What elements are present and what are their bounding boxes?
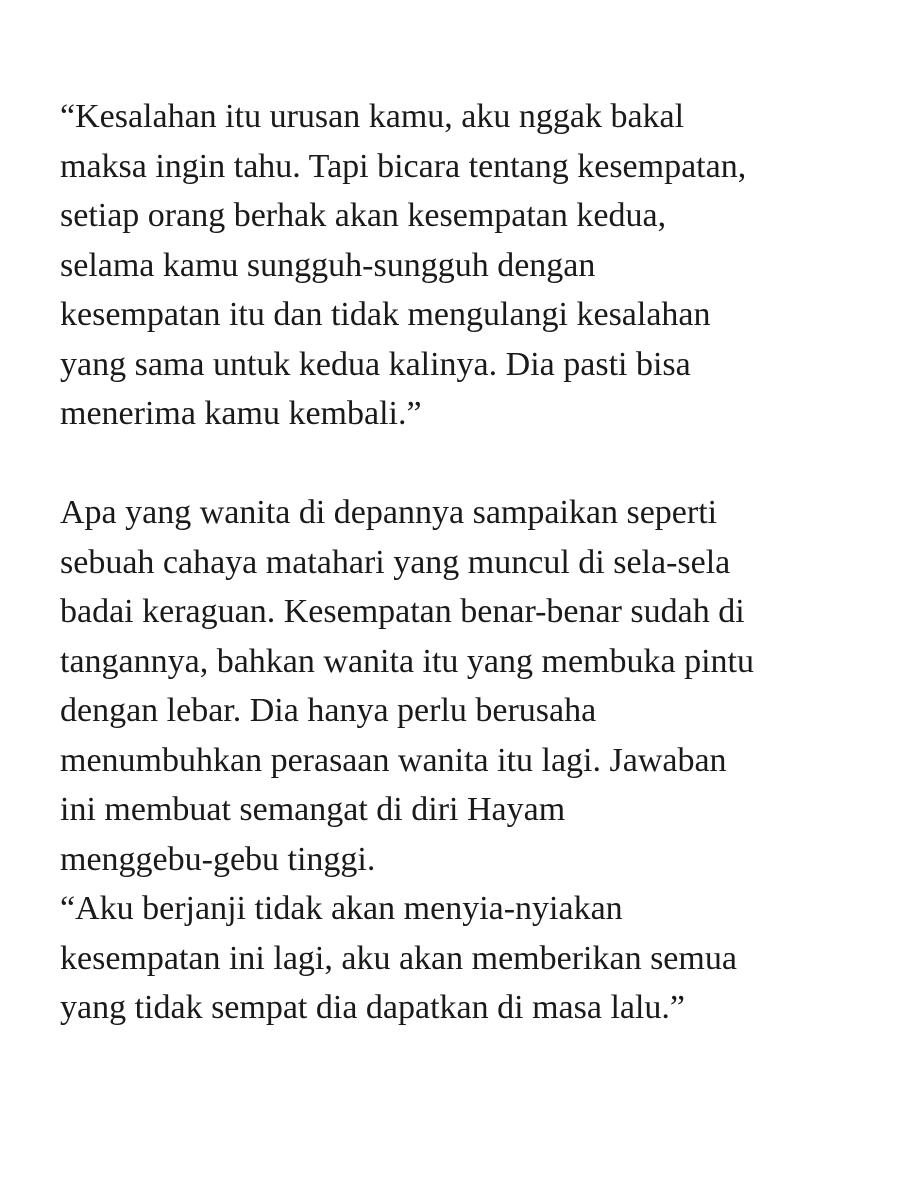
text-line: yang sama untuk kedua kalinya. Dia pasti bisa [60, 345, 691, 383]
text-line: setiap orang berhak akan kesempatan kedua, [60, 197, 667, 234]
text-line: badai keraguan. Kesempatan benar-benar sudah di [60, 593, 745, 630]
paragraph-spacer [60, 439, 900, 489]
text-line: “Aku berjanji tidak akan menyia-nyiakan [60, 890, 623, 927]
text-line: yang tidak sempat dia dapatkan di masa lalu.” [60, 989, 686, 1026]
text-line: kesempatan itu dan tidak mengulangi kesalahan [60, 296, 711, 333]
document-page [60, 92, 900, 1033]
text-line: menerima kamu kembali.” [60, 395, 422, 432]
text-line: “Kesalahan itu urusan kamu, aku nggak bakal [60, 98, 685, 135]
text-line: menggebu-gebu tinggi. [60, 840, 376, 878]
paragraph-quote-janji [60, 884, 900, 1033]
text-line: maksa ingin tahu. Tapi bicara tentang kesempatan, [60, 147, 747, 185]
text-line: Apa yang wanita di depannya sampaikan seperti [60, 494, 718, 531]
text-line: dengan lebar. Dia hanya perlu berusaha [60, 692, 597, 729]
text-line: ini membuat semangat di diri Hayam [60, 791, 566, 828]
text-line: kesempatan ini lagi, aku akan memberikan semua [60, 939, 737, 977]
text-line: menumbuhkan perasaan wanita itu lagi. Jawaban [60, 741, 727, 779]
paragraph-narration [60, 488, 900, 884]
text-line: sebuah cahaya matahari yang muncul di sela-sela [60, 543, 731, 581]
text-line: selama kamu sungguh-sungguh dengan [60, 246, 596, 284]
text-line: tangannya, bahkan wanita itu yang membuka pintu [60, 642, 754, 680]
paragraph-quote-kesalahan [60, 92, 900, 439]
